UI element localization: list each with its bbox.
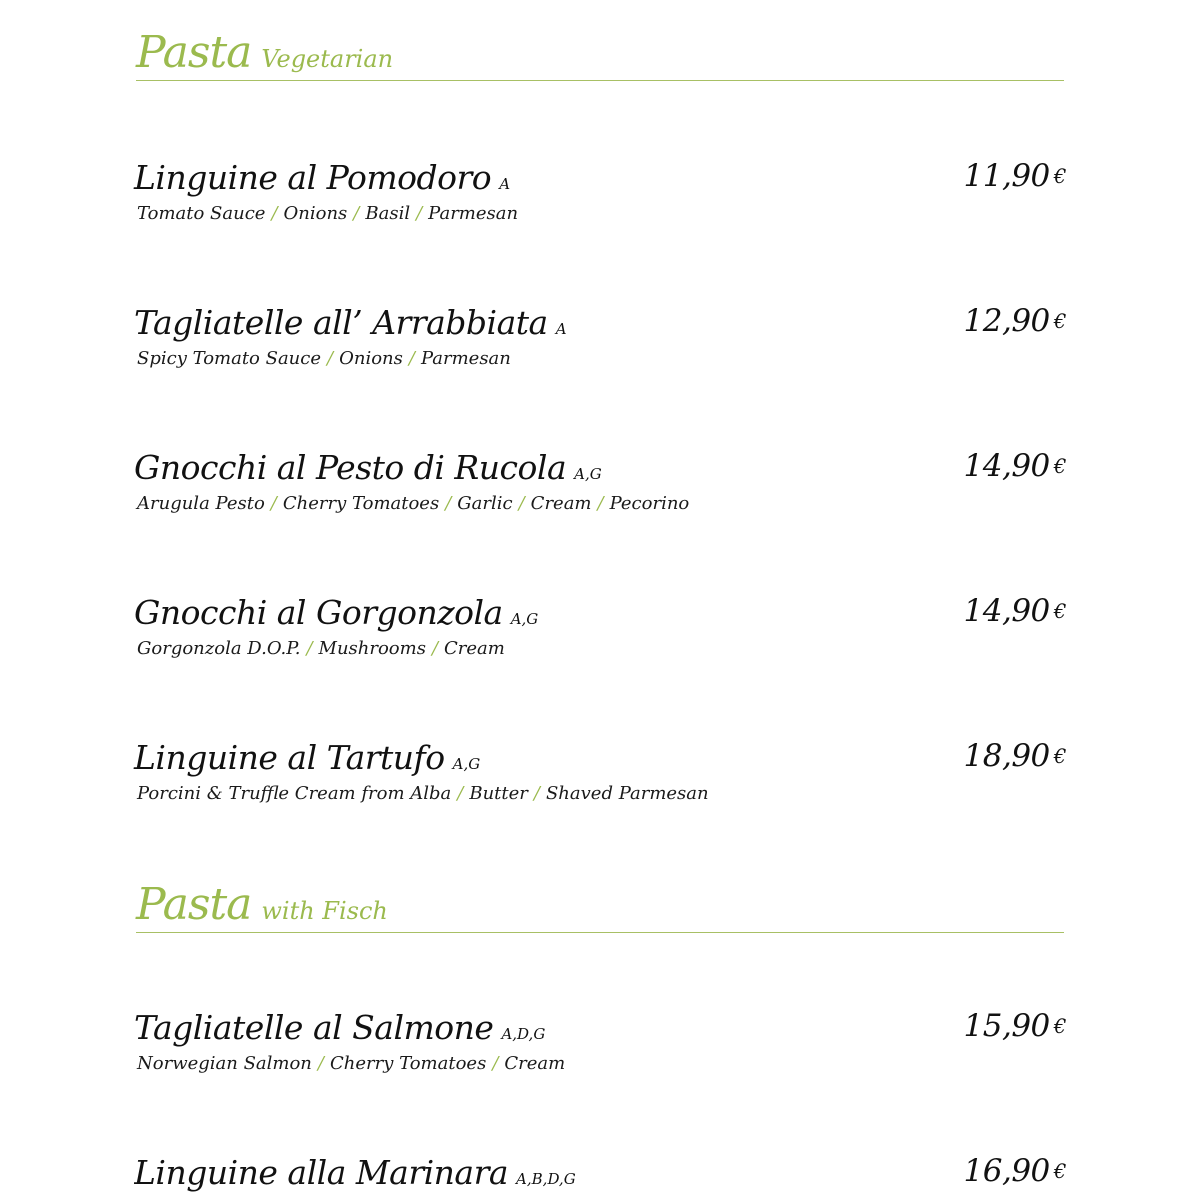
dish-price xyxy=(964,1153,1066,1189)
allergen-codes: A,G xyxy=(452,755,481,773)
ingredient: Spicy Tomato Sauce xyxy=(137,348,322,369)
ingredient: Pecorino xyxy=(609,493,690,514)
dish-price xyxy=(964,303,1066,339)
menu-item xyxy=(134,448,1070,528)
section-header-vegetarian xyxy=(136,27,1064,81)
price-value: 14,90 xyxy=(963,448,1050,484)
ingredient: Arugula Pesto xyxy=(137,493,265,514)
dish-name-text: Gnocchi al Gorgonzola xyxy=(134,593,503,632)
dish-price xyxy=(964,158,1066,194)
dish-name-text: Gnocchi al Pesto di Rucola xyxy=(134,448,567,487)
dish-ingredients xyxy=(137,1053,565,1074)
currency-symbol: € xyxy=(1053,744,1066,768)
dish-ingredients xyxy=(137,638,505,659)
dish-name-text: Linguine al Tartufo xyxy=(134,738,445,777)
section-title-sub: Vegetarian xyxy=(261,45,394,73)
ingredient-separator: / xyxy=(306,638,313,659)
dish-name xyxy=(134,1153,576,1192)
dish-name xyxy=(134,738,480,777)
dish-ingredients xyxy=(137,203,518,224)
dish-ingredients xyxy=(137,783,709,804)
section-header-fish xyxy=(136,879,1064,933)
allergen-codes: A,D,G xyxy=(501,1025,546,1043)
allergen-codes: A,G xyxy=(510,610,539,628)
currency-symbol: € xyxy=(1053,309,1066,333)
allergen-codes: A,B,D,G xyxy=(516,1170,576,1188)
ingredient: Mushrooms xyxy=(318,638,426,659)
menu-item xyxy=(134,158,1070,238)
ingredient: Butter xyxy=(469,783,528,804)
currency-symbol: € xyxy=(1053,599,1066,623)
section-title-main: Pasta xyxy=(136,27,252,78)
currency-symbol: € xyxy=(1053,1014,1066,1038)
dish-name xyxy=(134,158,510,197)
allergen-codes: A xyxy=(555,320,567,338)
price-value: 15,90 xyxy=(963,1008,1050,1044)
dish-name-text: Tagliatelle all’ Arrabbiata xyxy=(134,303,548,342)
ingredient: Gorgonzola D.O.P. xyxy=(137,638,301,659)
ingredient: Onions xyxy=(339,348,403,369)
currency-symbol: € xyxy=(1053,454,1066,478)
price-value: 16,90 xyxy=(963,1153,1050,1189)
menu-item xyxy=(134,1008,1070,1088)
ingredient-separator: / xyxy=(408,348,415,369)
ingredient: Tomato Sauce xyxy=(137,203,266,224)
ingredient-separator: / xyxy=(327,348,334,369)
menu-item xyxy=(134,303,1070,383)
menu-item xyxy=(134,1153,1070,1200)
dish-price xyxy=(964,1008,1066,1044)
allergen-codes: A xyxy=(499,175,511,193)
ingredient: Basil xyxy=(365,203,411,224)
dish-name-text: Tagliatelle al Salmone xyxy=(134,1008,494,1047)
dish-name xyxy=(134,448,602,487)
section-title xyxy=(136,879,388,930)
menu-item xyxy=(134,738,1070,818)
dish-ingredients xyxy=(137,493,689,514)
ingredient-separator: / xyxy=(270,493,277,514)
price-value: 14,90 xyxy=(963,593,1050,629)
ingredient: Shaved Parmesan xyxy=(545,783,709,804)
dish-name-text: Linguine alla Marinara xyxy=(134,1153,509,1192)
dish-name xyxy=(134,303,567,342)
dish-price xyxy=(964,738,1066,774)
ingredient-separator: / xyxy=(353,203,360,224)
section-title xyxy=(136,27,393,78)
dish-price xyxy=(964,448,1066,484)
ingredient: Parmesan xyxy=(420,348,511,369)
price-value: 12,90 xyxy=(963,303,1050,339)
ingredient-separator: / xyxy=(457,783,464,804)
dish-price xyxy=(964,593,1066,629)
ingredient: Norwegian Salmon xyxy=(137,1053,312,1074)
ingredient-separator: / xyxy=(431,638,439,659)
ingredient-separator: / xyxy=(271,203,278,224)
dish-ingredients xyxy=(137,348,511,369)
currency-symbol: € xyxy=(1053,164,1066,188)
ingredient-separator: / xyxy=(518,493,525,514)
ingredient: Porcini & Truffle Cream from Alba xyxy=(137,783,452,804)
ingredient-separator: / xyxy=(317,1053,324,1074)
currency-symbol: € xyxy=(1053,1159,1066,1183)
ingredient-separator: / xyxy=(492,1053,499,1074)
menu-item xyxy=(134,593,1070,673)
ingredient: Cherry Tomatoes xyxy=(282,493,440,514)
ingredient: Garlic xyxy=(457,493,513,514)
dish-name xyxy=(134,1008,545,1047)
ingredient: Cream xyxy=(504,1053,566,1074)
ingredient-separator: / xyxy=(445,493,452,514)
allergen-codes: A,G xyxy=(574,465,602,483)
ingredient-separator: / xyxy=(597,493,604,514)
section-title-main: Pasta xyxy=(136,879,252,930)
dish-name xyxy=(134,593,538,632)
price-value: 11,90 xyxy=(963,158,1050,194)
dish-name-text: Linguine al Pomodoro xyxy=(134,158,492,197)
ingredient-separator: / xyxy=(416,203,423,224)
ingredient: Cherry Tomatoes xyxy=(329,1053,487,1074)
ingredient: Cream xyxy=(530,493,592,514)
ingredient: Onions xyxy=(283,203,348,224)
price-value: 18,90 xyxy=(963,738,1050,774)
ingredient: Cream xyxy=(444,638,505,659)
section-title-sub: with Fisch xyxy=(261,897,388,925)
ingredient-separator: / xyxy=(533,783,540,804)
ingredient: Parmesan xyxy=(428,203,519,224)
